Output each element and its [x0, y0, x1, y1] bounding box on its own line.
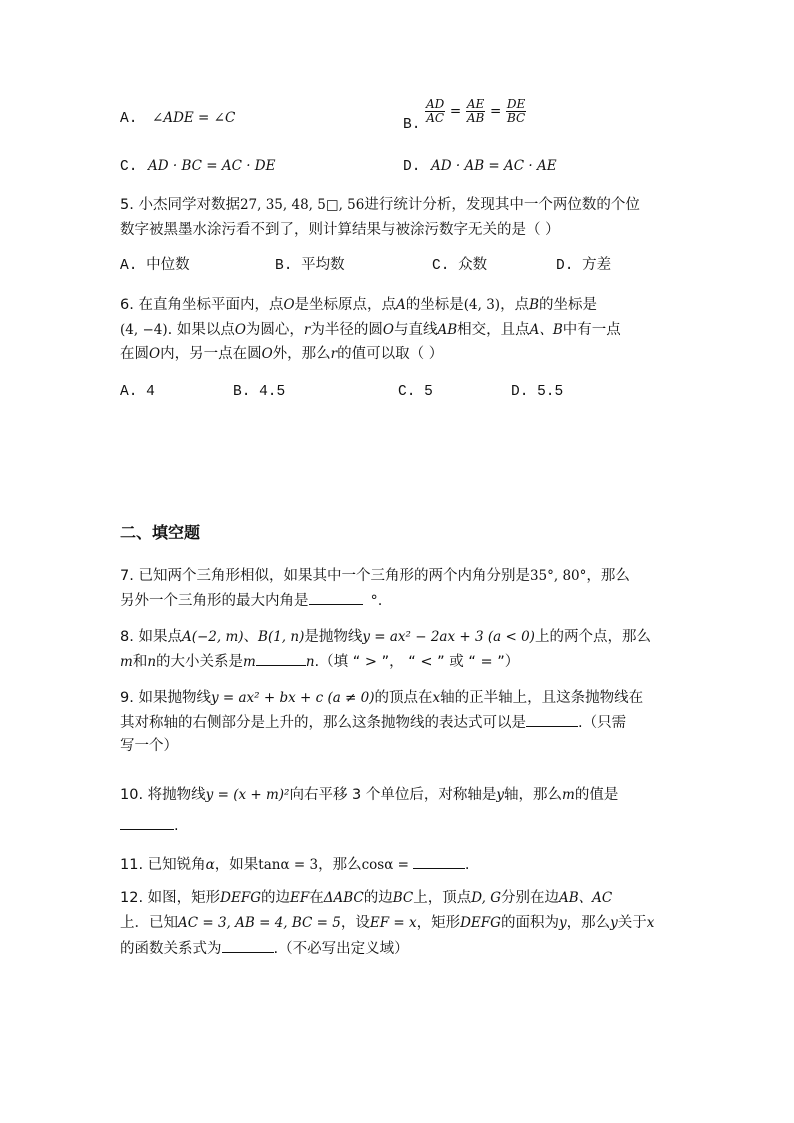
q6-option-a: A. 4: [120, 384, 155, 400]
q10-answer-blank[interactable]: [120, 815, 174, 830]
fraction-de-bc: $\frac{DE}{BC}$: [506, 97, 526, 125]
q6-option-d: D. 5.5: [511, 384, 564, 400]
q9-line-3: 写一个）: [120, 738, 178, 754]
q6-option-c: C. 5: [398, 384, 433, 400]
q9-line-1: 9. 如果抛物线y = ax² + bx + c (a ≠ 0)的顶点在x轴的正半轴上，且这条抛物线在: [120, 690, 644, 706]
q8-line-2: m和n的大小关系是m n.（填 “ > ”， “ < ” 或 “ = ”）: [120, 651, 519, 672]
q6-option-b: B. 4.5: [233, 384, 286, 400]
q7-line-1: 7. 已知两个三角形相似，如果其中一个三角形的两个内角分别是35°, 80°，那么: [120, 568, 630, 584]
q12-answer-blank[interactable]: [222, 938, 274, 953]
fraction-ae-ab: $\frac{AE}{AB}$: [466, 97, 485, 125]
q8-answer-blank[interactable]: [256, 651, 306, 666]
q5-option-a: A. 中位数: [120, 258, 190, 274]
q11-answer-blank[interactable]: [413, 854, 465, 869]
q4-option-c: C. AD · BC = AC · DE: [120, 158, 276, 175]
q7-answer-blank[interactable]: [309, 590, 363, 605]
q9-answer-blank[interactable]: [526, 712, 578, 727]
q10-line-1: 10. 将抛物线y = (x + m)²向右平移 3 个单位后，对称轴是y轴，那么m的值是: [120, 787, 619, 803]
q5-line-1: 5. 小杰同学对数据27, 35, 48, 5□, 56进行统计分析，发现其中一个两位数的个位: [120, 197, 640, 213]
q6-line-3: 在圆O内，另一点在圆O外，那么r的值可以取（ ）: [120, 346, 444, 362]
q10-line-2: .: [120, 815, 179, 836]
q4-option-b: B. $\frac{AD}{AC}$ = $\frac{AE}{AB}$ = $\frac{DE}{BC}$: [403, 97, 526, 133]
q5-option-b: B. 平均数: [275, 258, 345, 274]
q12-line-2: 上．已知AC = 3, AB = 4, BC = 5，设EF = x，矩形DEFG的面积为y，那么y关于x: [120, 915, 655, 931]
q9-line-2: 其对称轴的右侧部分是上升的，那么这条抛物线的表达式可以是 .（只需: [120, 712, 626, 733]
q6-line-1: 6. 在直角坐标平面内，点O是坐标原点，点A的坐标是(4, 3)，点B的坐标是: [120, 297, 597, 313]
section-heading-fill-in: 二、填空题: [120, 523, 201, 542]
q8-line-1: 8. 如果点A(−2, m)、B(1, n)是抛物线y = ax² − 2ax + 3 (a < 0)上的两个点，那么: [120, 629, 651, 645]
q4-option-a: A. ∠ADE = ∠C: [120, 110, 236, 127]
q4-option-d: D. AD · AB = AC · AE: [403, 158, 557, 175]
q11-line: 11. 已知锐角α，如果tanα = 3，那么cosα = .: [120, 854, 470, 875]
q5-option-c: C. 众数: [432, 258, 488, 274]
q5-option-d: D. 方差: [556, 258, 612, 274]
q12-line-3: 的函数关系式为 .（不必写出定义域）: [120, 938, 409, 959]
q7-line-2: 另外一个三角形的最大内角是 °.: [120, 590, 382, 611]
q5-line-2: 数字被黑墨水涂污看不到了，则计算结果与被涂污数字无关的是（ ）: [120, 222, 560, 238]
q12-line-1: 12. 如图，矩形DEFG的边EF在ΔABC的边BC上，顶点D, G分别在边AB、AC: [120, 890, 613, 906]
q6-line-2: (4, −4). 如果以点O为圆心，r为半径的圆O与直线AB相交，且点A、B中有一点: [120, 322, 621, 338]
fraction-ad-ac: $\frac{AD}{AC}$: [426, 97, 445, 125]
